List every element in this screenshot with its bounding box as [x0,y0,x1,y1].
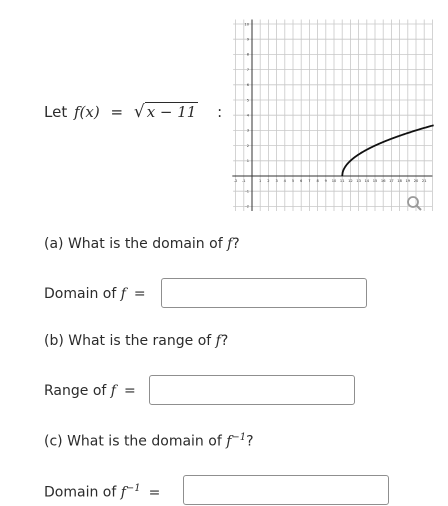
y-tick-label: 10 [244,22,249,27]
y-tick-label: 6 [246,83,249,88]
range-f-label: Range of f = [44,383,136,399]
function-curve [342,125,433,176]
domain-finv-input[interactable] [183,475,389,505]
domain-finv-label: Domain of $f^{-1}$ = [44,483,161,501]
question-b: (b) What is the range of f? [44,333,229,349]
x-tick-label: 8 [316,179,319,183]
x-tick-label: 21 [421,179,427,183]
x-tick-label: 1 [259,179,262,183]
y-tick-label: -2 [245,204,249,209]
question-a: (a) What is the domain of f? [44,236,240,252]
y-tick-label: 5 [246,98,249,103]
y-tick-label: 7 [246,67,249,72]
question-c: (c) What is the domain of $f^{-1}$? [44,432,254,450]
magnifier-icon[interactable] [408,197,421,210]
y-tick-label: 8 [246,52,249,57]
x-tick-label: 20 [413,179,419,183]
y-tick-label: 3 [246,128,249,133]
x-tick-label: 5 [291,179,295,183]
radicand: x − 11 [146,103,197,121]
x-tick-label: 19 [405,179,411,183]
function-graph [224,12,448,214]
x-tick-label: 14 [364,179,370,183]
colon: : [217,103,223,121]
x-tick-label: 17 [389,179,394,183]
let-text: Let [44,103,68,121]
function-statement [44,102,222,122]
x-tick-label: 11 [339,179,345,183]
x-tick-label: 16 [380,179,386,183]
equals-sign: = [110,103,124,121]
y-tick-label: -1 [245,189,249,194]
x-tick-label: 2 [267,179,270,183]
x-tick-label: 18 [397,179,402,183]
range-f-input[interactable] [149,375,355,405]
x-tick-label: 3 [275,179,278,183]
x-tick-label: -2 [233,179,238,183]
y-tick-label: 1 [246,159,249,164]
x-tick-label: 6 [300,179,303,183]
domain-f-input[interactable] [161,278,367,308]
y-tick-label: 9 [246,37,249,42]
x-tick-label: 4 [283,179,286,183]
x-tick-label: 12 [348,179,353,183]
x-tick-label: 9 [324,179,327,183]
x-tick-label: 13 [356,179,361,183]
sqrt-sign: √ [133,102,145,122]
x-tick-label: 15 [372,179,378,183]
y-tick-label: 4 [246,113,249,118]
y-tick-label: 2 [246,143,249,148]
domain-f-label: Domain of f = [44,286,146,302]
x-tick-label: 7 [308,179,311,183]
x-tick-label: 10 [331,179,337,183]
x-tick-label: -1 [242,179,246,183]
function-name: f(x) [73,103,100,121]
